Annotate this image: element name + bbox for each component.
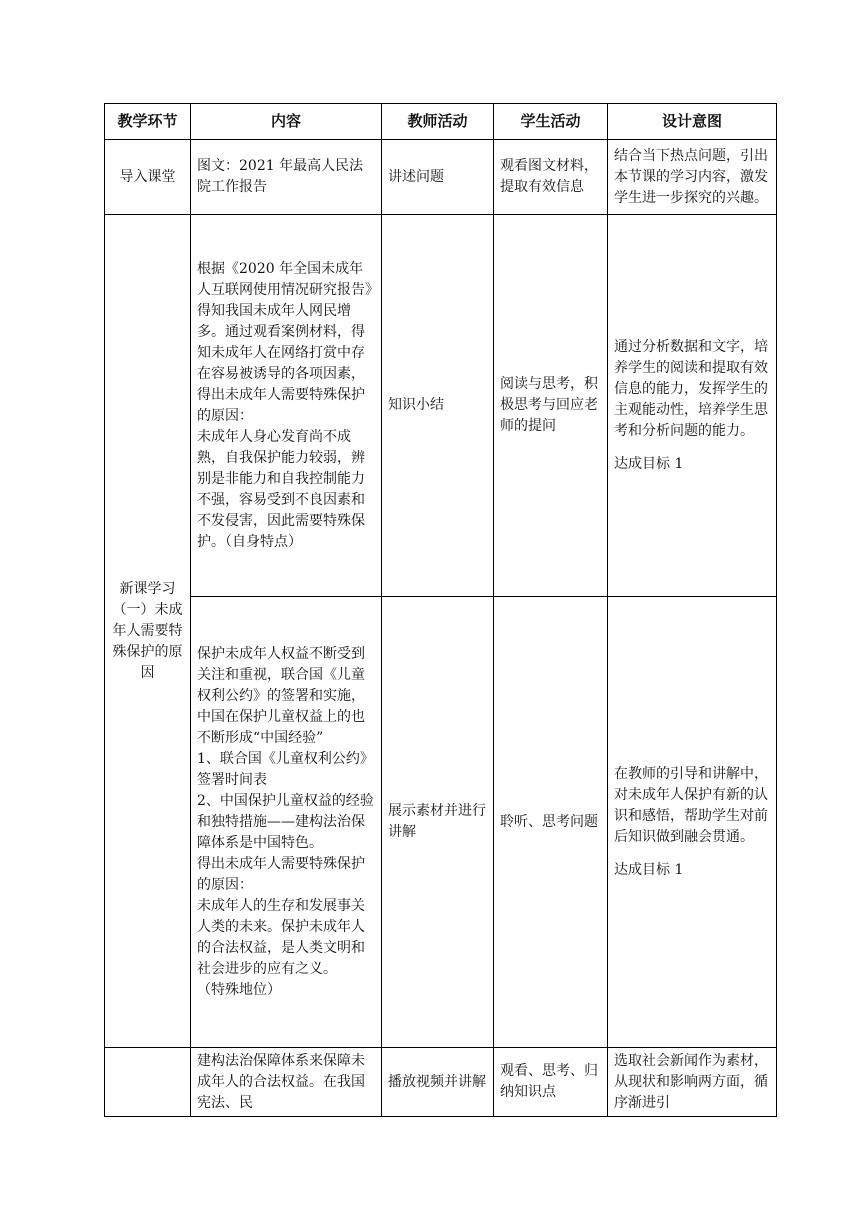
teacher-activity-cell: 知识小结 <box>382 215 494 597</box>
content-cell: 建构法治保障体系来保障未成年人的合法权益。在我国宪法、民 <box>191 1048 382 1117</box>
student-activity-cell: 观看图文材料，提取有效信息 <box>494 140 608 215</box>
design-intent-cell: 选取社会新闻作为素材，从现状和影响两方面，循序渐进引 <box>608 1048 777 1117</box>
table-row-legal-system <box>105 1048 777 1117</box>
header-content: 内容 <box>191 104 382 140</box>
stage-cell <box>105 1048 191 1117</box>
table-row-reason-status <box>105 597 777 1048</box>
student-activity-cell: 聆听、思考问题 <box>494 597 608 1048</box>
design-intent-text: 在教师的引导和讲解中，对未成年人保护有新的认识和感悟，帮助学生对前后知识做到融会贯通。 <box>614 765 768 845</box>
student-activity-cell: 观看、思考、归纳知识点 <box>494 1048 608 1117</box>
header-design-intent: 设计意图 <box>608 104 777 140</box>
table-row-reason-self <box>105 215 777 597</box>
teacher-activity-cell: 讲述问题 <box>382 140 494 215</box>
teacher-activity-cell: 播放视频并讲解 <box>382 1048 494 1117</box>
stage-cell: 新课学习（一）未成年人需要特殊保护的原因 <box>105 215 191 1048</box>
content-cell: 图文：2021 年最高人民法院工作报告 <box>191 140 382 215</box>
content-cell: 根据《2020 年全国未成年人互联网使用情况研究报告》得知我国未成年人网民增多。通过观看案例材料，得知未成年人在网络打赏中存在容易被诱导的各项因素，得出未成年人需要特殊保护的原因： 未成年人身心发育尚不成熟，自我保护能力较弱，辨别是非能力和自我控制能力不强，容易受到不良因素和不发侵害，因此需要特殊保护。（自身特点） <box>191 215 382 597</box>
design-intent-cell <box>608 215 777 597</box>
content-cell: 保护未成年人权益不断受到关注和重视，联合国《儿童权利公约》的签署和实施，中国在保护儿童权益上的也不断形成“中国经验” 1、联合国《儿童权利公约》签署时间表 2、中国保护儿童权益的经验和独特措施——建构法治保障体系是中国特色。 得出未成年人需要特殊保护的原因： 未成年人的生存和发展事关人类的未来。保护未成年人的合法权益，是人类文明和社会进步的应有之义。 （特殊地位） <box>191 597 382 1048</box>
goal-label: 达成目标 1 <box>614 861 684 878</box>
stage-cell: 导入课堂 <box>105 140 191 215</box>
table-row-intro <box>105 140 777 215</box>
header-student-activity: 学生活动 <box>494 104 608 140</box>
student-activity-cell: 阅读与思考，积极思考与回应老师的提问 <box>494 215 608 597</box>
design-intent-cell: 结合当下热点问题，引出本节课的学习内容，激发学生进一步探究的兴趣。 <box>608 140 777 215</box>
lesson-plan-table <box>104 103 777 1117</box>
teacher-activity-cell: 展示素材并进行讲解 <box>382 597 494 1048</box>
header-teacher-activity: 教师活动 <box>382 104 494 140</box>
design-intent-text: 通过分析数据和文字，培养学生的阅读和提取有效信息的能力，发挥学生的主观能动性，培养学生思考和分析问题的能力。 <box>614 338 768 439</box>
design-intent-cell <box>608 597 777 1048</box>
header-row <box>105 104 777 140</box>
goal-label: 达成目标 1 <box>614 455 684 472</box>
header-stage: 教学环节 <box>105 104 191 140</box>
